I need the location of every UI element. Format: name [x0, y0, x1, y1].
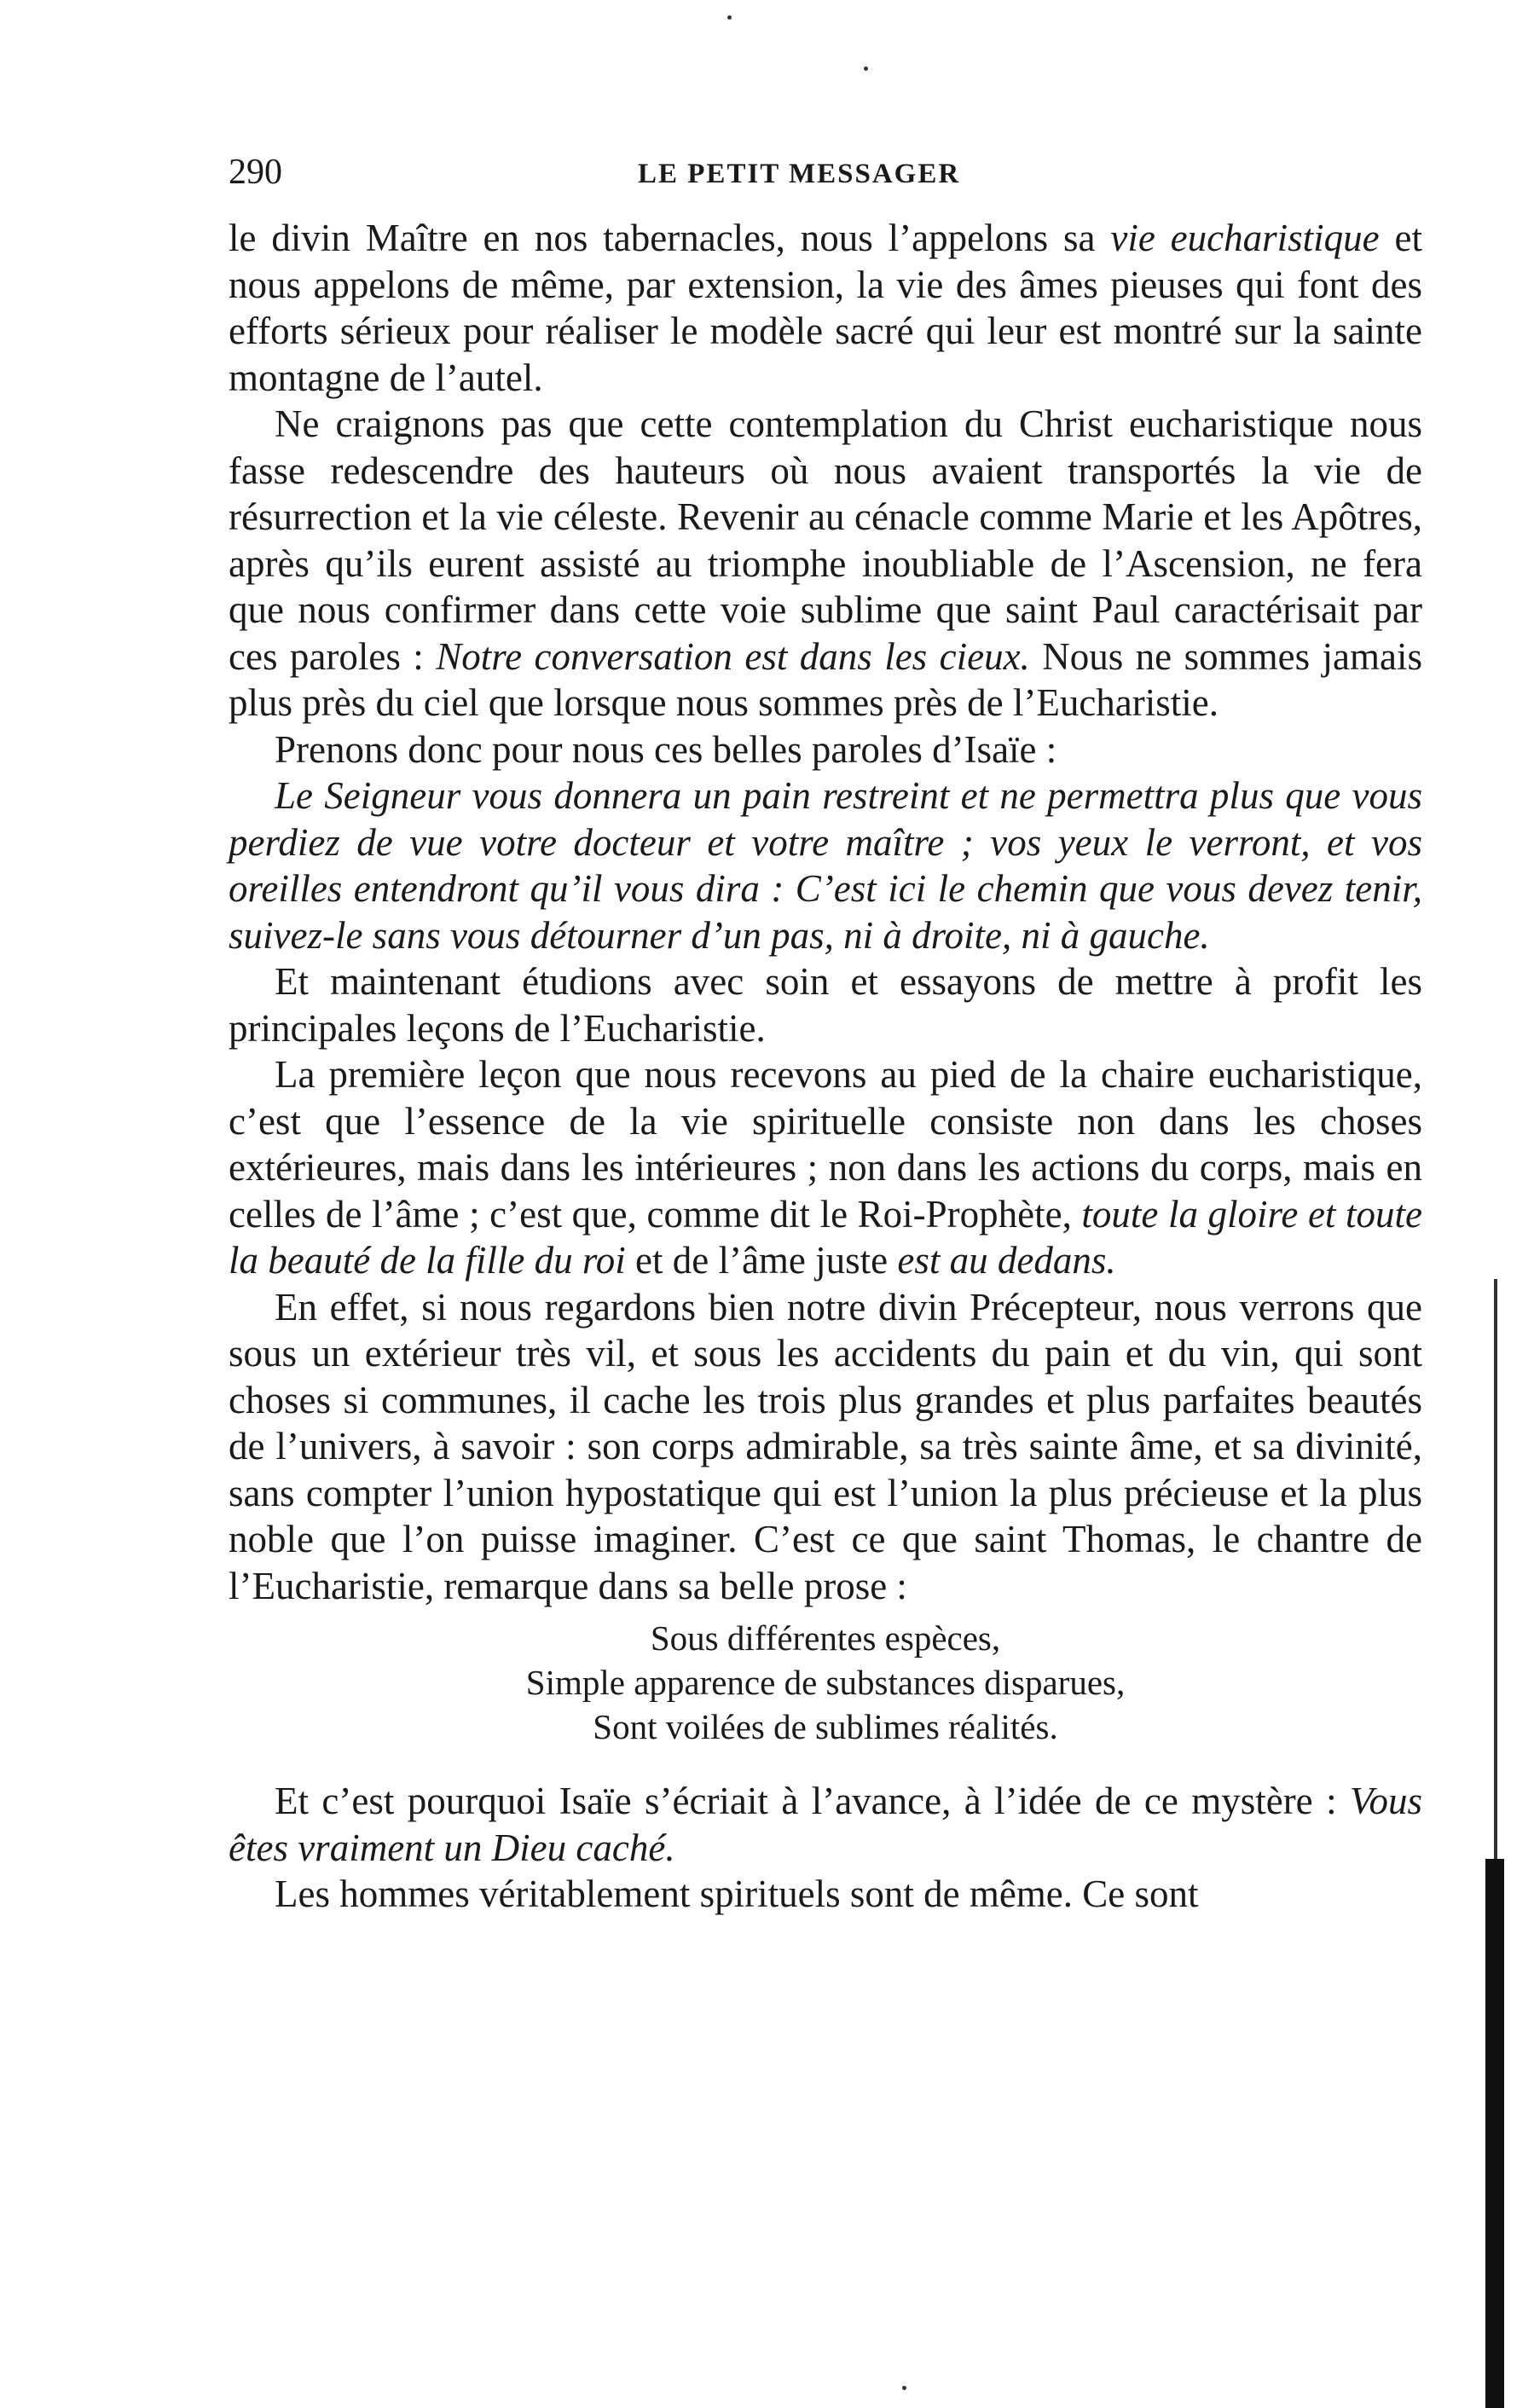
paragraph-8: Et c’est pourquoi Isaïe s’écriait à l’avance, à l’idée de ce mystère : Vous êtes vraiment un Dieu caché. — [229, 1780, 1422, 1869]
emphasis: Notre conversation est dans les cieux. — [436, 634, 1030, 678]
page-header — [229, 152, 1422, 203]
paragraph-3: Prenons donc pour nous ces belles paroles d’Isaïe : — [275, 727, 1057, 771]
paragraph-7: En effet, si nous regardons bien notre divin Précepteur, nous verrons que sous un extérieur très vil, et sous les accidents du pain et du vin, qui sont choses si communes, il cache les trois plus grandes et plus parfaites beautés de l’univers, à savoir : son corps admirable, sa très sainte âme, et sa divinité, sans compter l’union hypostatique qui est l’union la plus précieuse et la plus noble que l’on puisse imaginer. C’est ce que saint Thomas, le chantre de l’Eucharistie, remarque dans sa belle prose : — [229, 1285, 1422, 1607]
print-speck — [864, 67, 868, 71]
emphasis: Vous êtes vraiment un Dieu caché. — [229, 1780, 1422, 1869]
quotation-isaiah: Le Seigneur vous donnera un pain restreint et ne permettra plus que vous perdiez de vue votre docteur et votre maître ; vos yeux le verront, et vos oreilles entendront qu’il vous dira : C’est ici le chemin que vous devez tenir, suivez-le sans vous détourner d’un pas, ni à droite, ni à gauche. — [229, 774, 1422, 957]
paragraph-9: Les hommes véritablement spirituels sont de même. Ce sont — [275, 1873, 1199, 1915]
paragraph-5: Et maintenant étudions avec soin et essayons de mettre à profit les principales leçons de l’Eucharistie. — [229, 960, 1422, 1050]
page-edge-binding — [1485, 1859, 1504, 2408]
print-speck — [902, 2386, 906, 2390]
running-title: LE PETIT MESSAGER — [638, 159, 961, 189]
verse-line: Sous différentes espèces, — [650, 1618, 1001, 1658]
emphasis: toute la gloire et toute la beauté de la fille du roi — [229, 1192, 1422, 1282]
page-number: 290 — [229, 153, 282, 192]
page-edge-shadow — [1494, 1279, 1497, 1859]
verse-line: Simple apparence de substances disparues, — [525, 1663, 1126, 1702]
paragraph-1: le divin Maître en nos tabernacles, nous l’appelons sa vie eucharistique et nous appelons de même, par extension, la vie des âmes pieuses qui font des efforts sérieux pour réaliser le modèle sacré qui leur est montré sur la sainte montagne de l’autel. — [229, 217, 1422, 399]
verse-block — [229, 1616, 1422, 1749]
verse-line: Sont voilées de sublimes réalités. — [593, 1707, 1058, 1746]
paragraph-6: La première leçon que nous recevons au pied de la chaire eucharistique, c’est que l’essence de la vie spirituelle consiste non dans les choses extérieures, mais dans les intérieures ; non dans les actions du corps, mais en celles de l’âme ; c’est que, comme dit le Roi-Prophète, toute la gloire et toute la beauté de la fille du roi et de l’âme juste est au dedans. — [229, 1053, 1422, 1282]
emphasis: vie eucharistique — [1110, 217, 1380, 259]
body-text — [229, 215, 1422, 1918]
emphasis: est au dedans. — [897, 1239, 1116, 1282]
print-speck — [727, 15, 732, 20]
paragraph-2: Ne craignons pas que cette contemplation du Christ eucharistique nous fasse redescendre des hauteurs où nous avaient transportés la vie de résurrection et la vie céleste. Revenir au cénacle comme Marie et les Apôtres, après qu’ils eurent assisté au triomphe inoubliable de l’Ascension, ne fera que nous confirmer dans cette voie sublime que saint Paul caractérisait par ces paroles : Notre conversation est dans les cieux. Nous ne sommes jamais plus près du ciel que lorsque nous sommes près de l’Eucharistie. — [229, 402, 1422, 724]
